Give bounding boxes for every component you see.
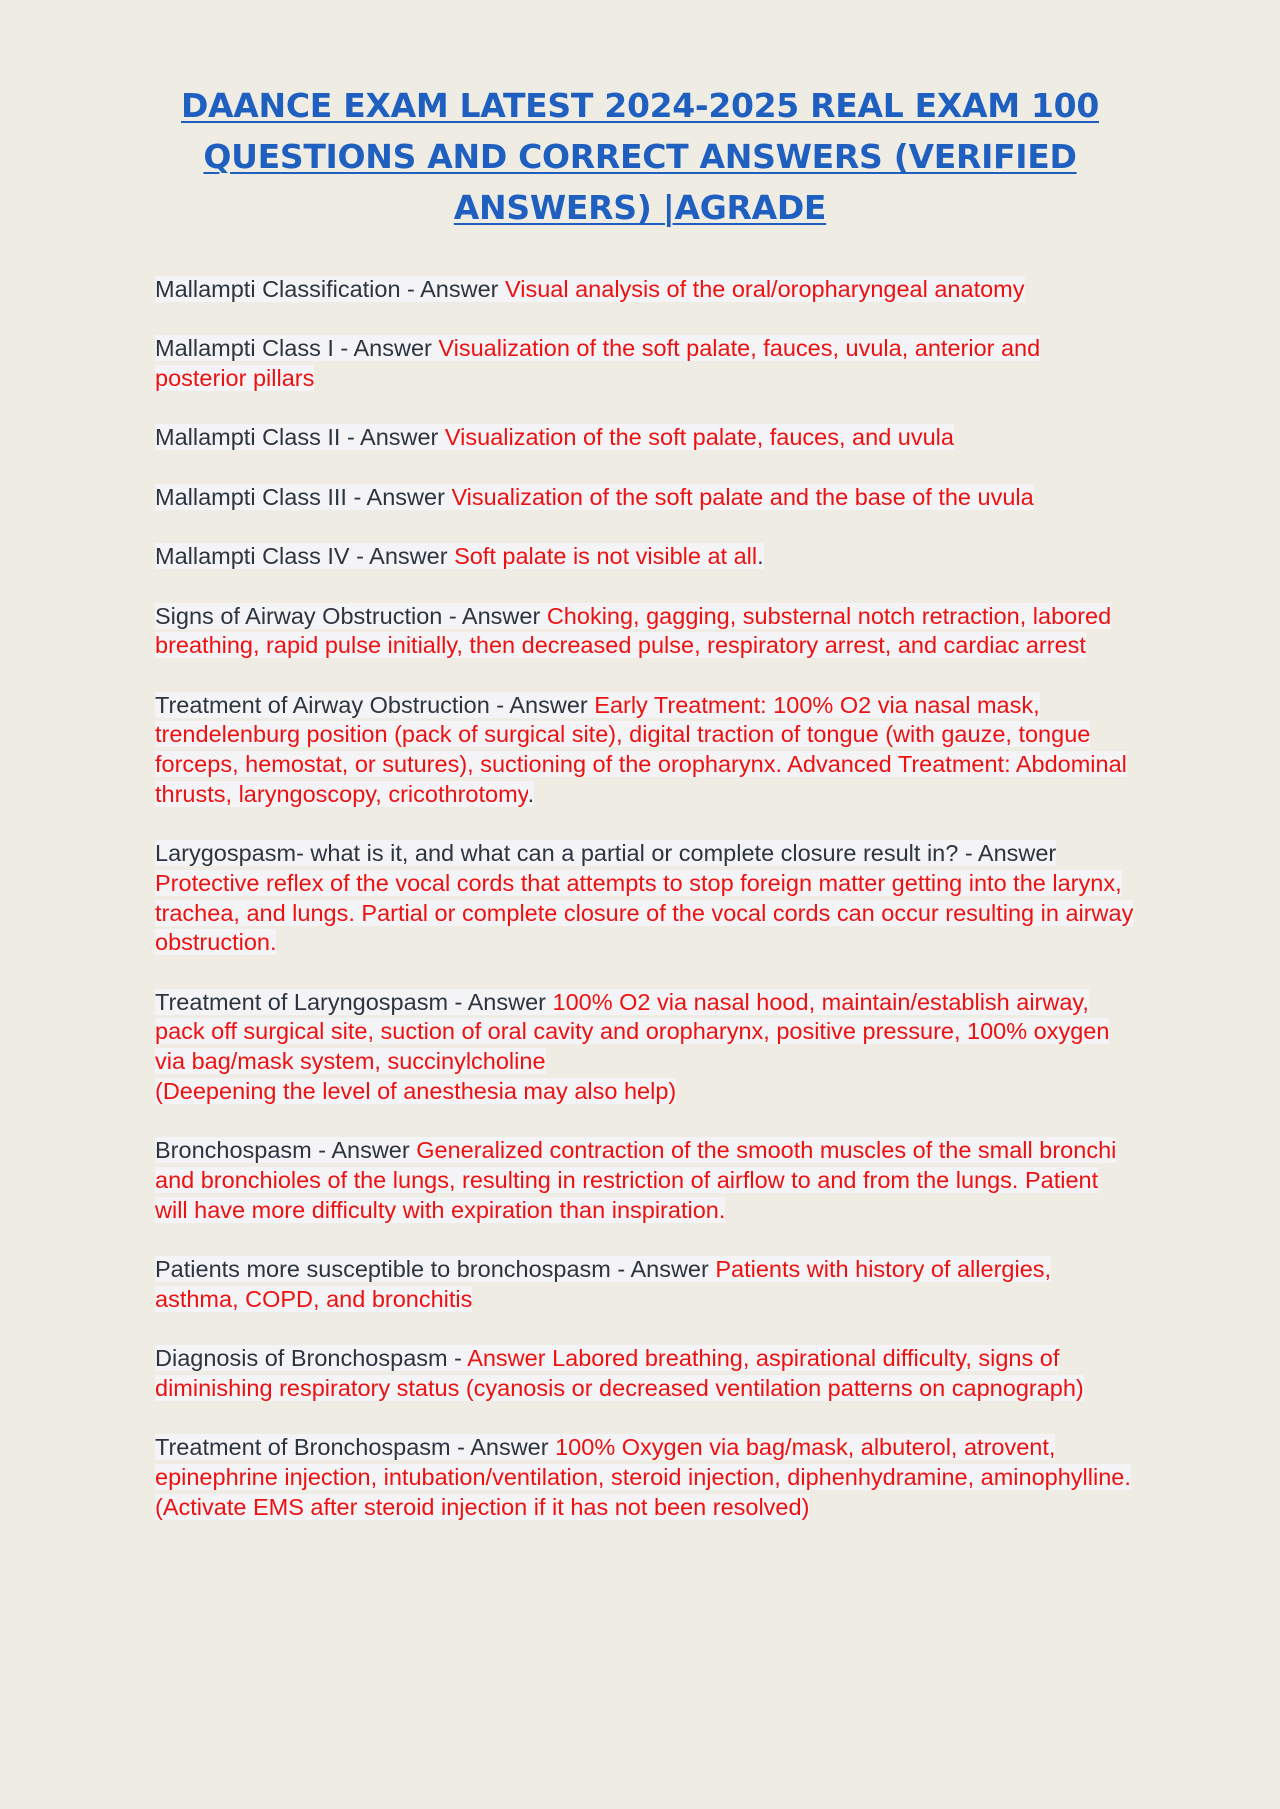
qa-item-bronchospasm-susceptible: [155, 1255, 1135, 1314]
qa-item-treatment-bronchospasm: [155, 1433, 1135, 1522]
qa-item-treatment-airway-obstruction: [155, 691, 1135, 810]
qa-item-mallampti-class-3: [155, 483, 1135, 513]
answer-text: Soft palate is not visible at all: [454, 543, 758, 570]
qa-item-mallampti-class-4: [155, 542, 1135, 572]
qa-item-mallampti-classification: [155, 275, 1135, 305]
question-text: Treatment of Airway Obstruction - Answer: [155, 691, 595, 718]
answer-text: Visual analysis of the oral/oropharyngeal anatomy: [505, 276, 1025, 302]
answer-tail: .: [527, 780, 535, 807]
question-text: Mallampti Class II - Answer: [155, 424, 445, 451]
answer-tail: .: [757, 543, 764, 570]
question-text: Signs of Airway Obstruction - Answer: [155, 602, 547, 629]
question-text: Mallampti Classification - Answer: [155, 276, 505, 302]
question-text: Treatment of Laryngospasm - Answer: [155, 988, 553, 1015]
question-text: Mallampti Class III - Answer: [155, 483, 452, 510]
answer-text: 100% O2 via nasal hood, maintain/establish airway, pack off surgical site, suction of oral cavity and oropharynx, positive pressure, 100% oxygen via bag/mask system, succinylcholine (Deepening the level of anesthesia may also help): [155, 988, 1110, 1104]
answer-text: Answer Labored breathing, aspirational difficulty, signs of diminishing respiratory status (cyanosis or decreased ventilation patterns on capnograph): [155, 1345, 1084, 1401]
question-text: Diagnosis of Bronchospasm -: [155, 1345, 468, 1372]
answer-text: Visualization of the soft palate and the base of the uvula: [451, 483, 1034, 510]
answer-text: Protective reflex of the vocal cords that attempts to stop foreign matter getting into the larynx, trachea, and lungs. Partial or complete closure of the vocal cords can occur resulting in airway obstruction.: [155, 869, 1134, 956]
qa-item-treatment-laryngospasm: [155, 988, 1135, 1107]
answer-text: Early Treatment: 100% O2 via nasal mask, trendelenburg position (pack of surgical site), digital traction of tongue (with gauze, tongue forceps, hemostat, or sutures), suctioning of the oropharynx. Advanced Treatment: Abdominal thrusts, laryngoscopy, cricothrotomy: [155, 691, 1127, 807]
question-text: Patients more susceptible to bronchospasm - Answer: [155, 1256, 716, 1283]
qa-item-diagnosis-bronchospasm: [155, 1344, 1135, 1403]
question-text: Treatment of Bronchospasm - Answer: [155, 1434, 556, 1461]
question-text: Larygospasm- what is it, and what can a partial or complete closure result in? - Answer: [155, 840, 1057, 867]
qa-item-laryngospasm-definition: [155, 839, 1135, 958]
qa-item-mallampti-class-2: [155, 423, 1135, 453]
qa-item-bronchospasm: [155, 1136, 1135, 1225]
qa-list: [155, 275, 1135, 1552]
question-text: Mallampti Class IV - Answer: [155, 543, 455, 570]
question-text: Mallampti Class I - Answer: [155, 335, 439, 362]
answer-text: Choking, gagging, substernal notch retraction, labored breathing, rapid pulse initially, then decreased pulse, respiratory arrest, and cardiac arrest: [155, 602, 1112, 659]
answer-text: Patients with history of allergies, asthma, COPD, and bronchitis: [155, 1256, 1052, 1312]
answer-text: Generalized contraction of the smooth muscles of the small bronchi and bronchioles of the lungs, resulting in restriction of airflow to and from the lungs. Patient will have more difficulty with expiration than inspiration.: [155, 1137, 1117, 1223]
answer-text: 100% Oxygen via bag/mask, albuterol, atrovent, epinephrine injection, intubation/ventilation, steroid injection, diphenhydramine, aminophylline. (Activate EMS after steroid injection if it has not been resolved): [155, 1434, 1131, 1520]
qa-item-signs-airway-obstruction: [155, 602, 1135, 661]
answer-text: Visualization of the soft palate, fauces, uvula, anterior and posterior pillars: [155, 335, 1041, 392]
document-title: DAANCE EXAM LATEST 2024-2025 REAL EXAM 100 QUESTIONS AND CORRECT ANSWERS (VERIFIED ANSWERS) |AGRADE: [180, 86, 1100, 227]
question-text: Bronchospasm - Answer: [155, 1137, 417, 1164]
answer-text: Visualization of the soft palate, fauces, and uvula: [444, 424, 954, 451]
qa-item-mallampti-class-1: [155, 334, 1135, 393]
